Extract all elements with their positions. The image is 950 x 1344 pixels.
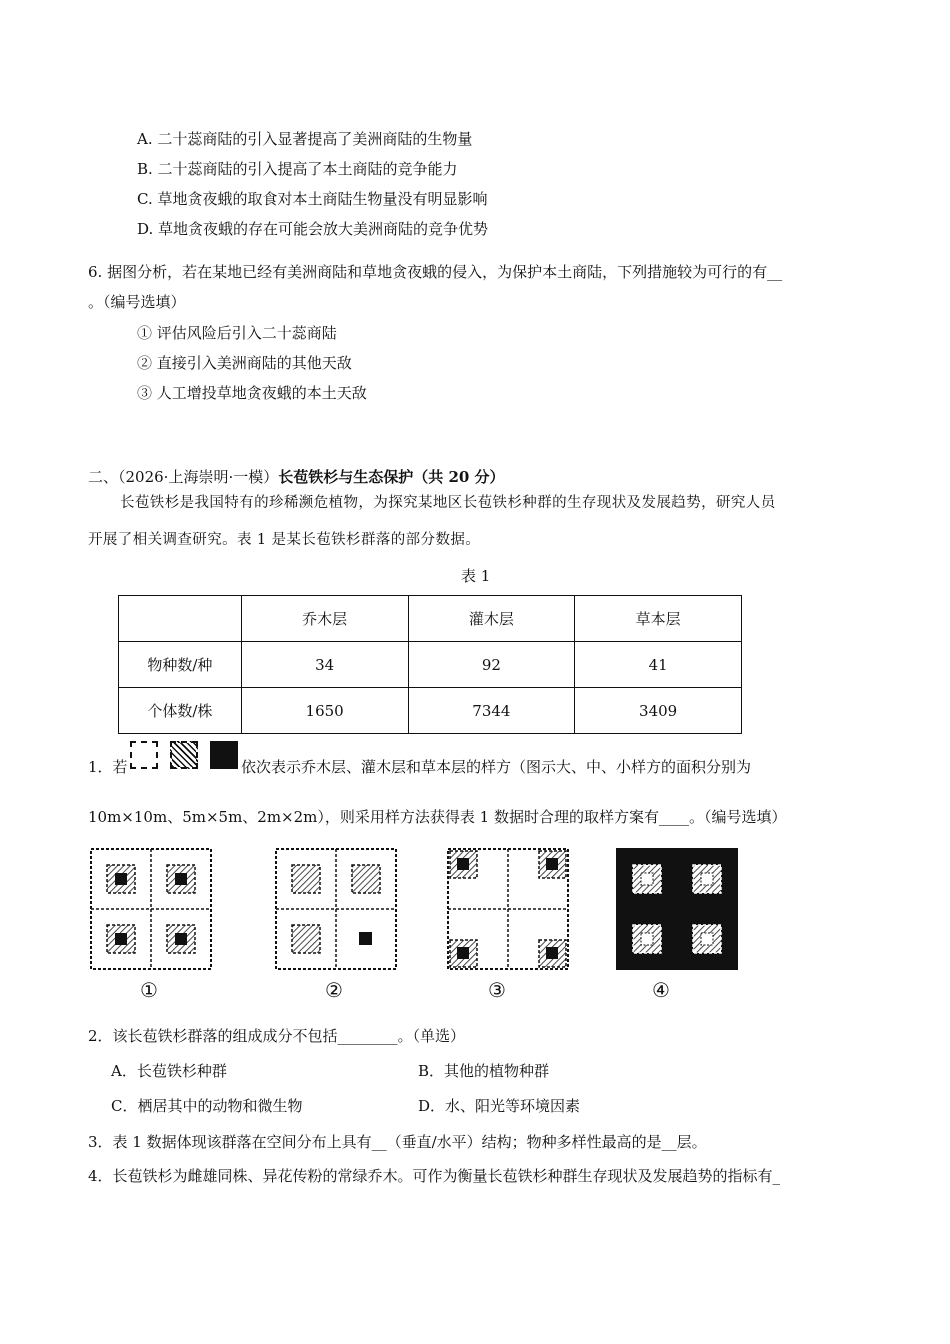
sampling-plan-3-diagram (447, 848, 569, 970)
table-cell: 41 (575, 642, 742, 688)
table-header-cell: 灌木层 (408, 596, 575, 642)
table-cell: 1650 (241, 688, 408, 734)
diagram-label-4: ④ (652, 978, 670, 1002)
table-cell: 个体数/株 (119, 688, 242, 734)
table-cell: 7344 (408, 688, 575, 734)
q3-stem: 3．表 1 数据体现该群落在空间分布上具有__（垂直/水平）结构；物种多样性最高的是__层。 (88, 1133, 707, 1151)
section2-heading (88, 466, 505, 487)
table-header-cell: 乔木层 (241, 596, 408, 642)
medium-quadrat-icon (170, 741, 198, 769)
table1-caption: 表 1 (461, 567, 491, 585)
large-quadrat-icon (130, 741, 158, 769)
small-quadrat-icon (210, 741, 238, 769)
q2-option-c: C．栖居其中的动物和微生物 (111, 1097, 303, 1115)
table1 (118, 595, 742, 734)
sampling-plan-1-diagram (90, 848, 212, 970)
diagram-label-3: ③ (488, 978, 506, 1002)
q5-option-d: D. 草地贪夜蛾的存在可能会放大美洲商陆的竞争优势 (137, 220, 489, 238)
q1-stem-line1: 依次表示乔木层、灌木层和草本层的样方（图示大、中、小样方的面积分别为 (241, 758, 752, 776)
q6-option-2: ② 直接引入美洲商陆的其他天敌 (137, 354, 352, 372)
q1-number: 1．若 (88, 758, 128, 776)
table-cell: 3409 (575, 688, 742, 734)
table-cell: 92 (408, 642, 575, 688)
table-cell: 物种数/种 (119, 642, 242, 688)
section2-prefix: 二、（2026·上海崇明·一模） (88, 468, 279, 486)
q6-stem-line1: 6. 据图分析，若在某地已经有美洲商陆和草地贪夜蛾的侵入，为保护本土商陆，下列措施较为可行的有__ (88, 263, 783, 281)
table-header-cell (119, 596, 242, 642)
table-header-row (119, 596, 742, 642)
table-header-cell: 草本层 (575, 596, 742, 642)
q2-stem: 2．该长苞铁杉群落的组成成分不包括________。（单选） (88, 1027, 466, 1045)
table-cell: 34 (241, 642, 408, 688)
table-row (119, 642, 742, 688)
section2-intro-line2: 开展了相关调查研究。表 1 是某长苞铁杉群落的部分数据。 (88, 532, 481, 548)
table-row (119, 688, 742, 734)
diagram-label-2: ② (325, 978, 343, 1002)
q6-option-1: ① 评估风险后引入二十蕊商陆 (137, 324, 337, 342)
q5-option-b: B. 二十蕊商陆的引入提高了本土商陆的竞争能力 (137, 160, 458, 178)
section2-intro-line1: 长苞铁杉是我国特有的珍稀濒危植物，为探究某地区长苞铁杉种群的生存现状及发展趋势，研究人员 (120, 495, 776, 511)
diagram-label-1: ① (140, 978, 158, 1002)
q2-option-b: B．其他的植物种群 (418, 1062, 550, 1080)
q5-option-a: A. 二十蕊商陆的引入显著提高了美洲商陆的生物量 (137, 130, 473, 148)
q2-option-a: A．长苞铁杉种群 (111, 1062, 227, 1080)
q4-stem: 4．长苞铁杉为雌雄同株、异花传粉的常绿乔木。可作为衡量长苞铁杉种群生存现状及发展趋势的指标有_ (88, 1167, 781, 1185)
q1-stem-line2: 10m×10m、5m×5m、2m×2m），则采用样方法获得表 1 数据时合理的取样方案有____。（编号选填） (88, 808, 787, 826)
sampling-plan-4-diagram (616, 848, 738, 970)
sampling-plan-2-diagram (275, 848, 397, 970)
section2-title: 长苞铁杉与生态保护（共 20 分） (278, 468, 505, 486)
q6-stem-line2: 。（编号选填） (88, 293, 186, 311)
q6-option-3: ③ 人工增投草地贪夜蛾的本土天敌 (137, 384, 367, 402)
q2-option-d: D．水、阳光等环境因素 (418, 1097, 581, 1115)
q5-option-c: C. 草地贪夜蛾的取食对本土商陆生物量没有明显影响 (137, 190, 488, 208)
